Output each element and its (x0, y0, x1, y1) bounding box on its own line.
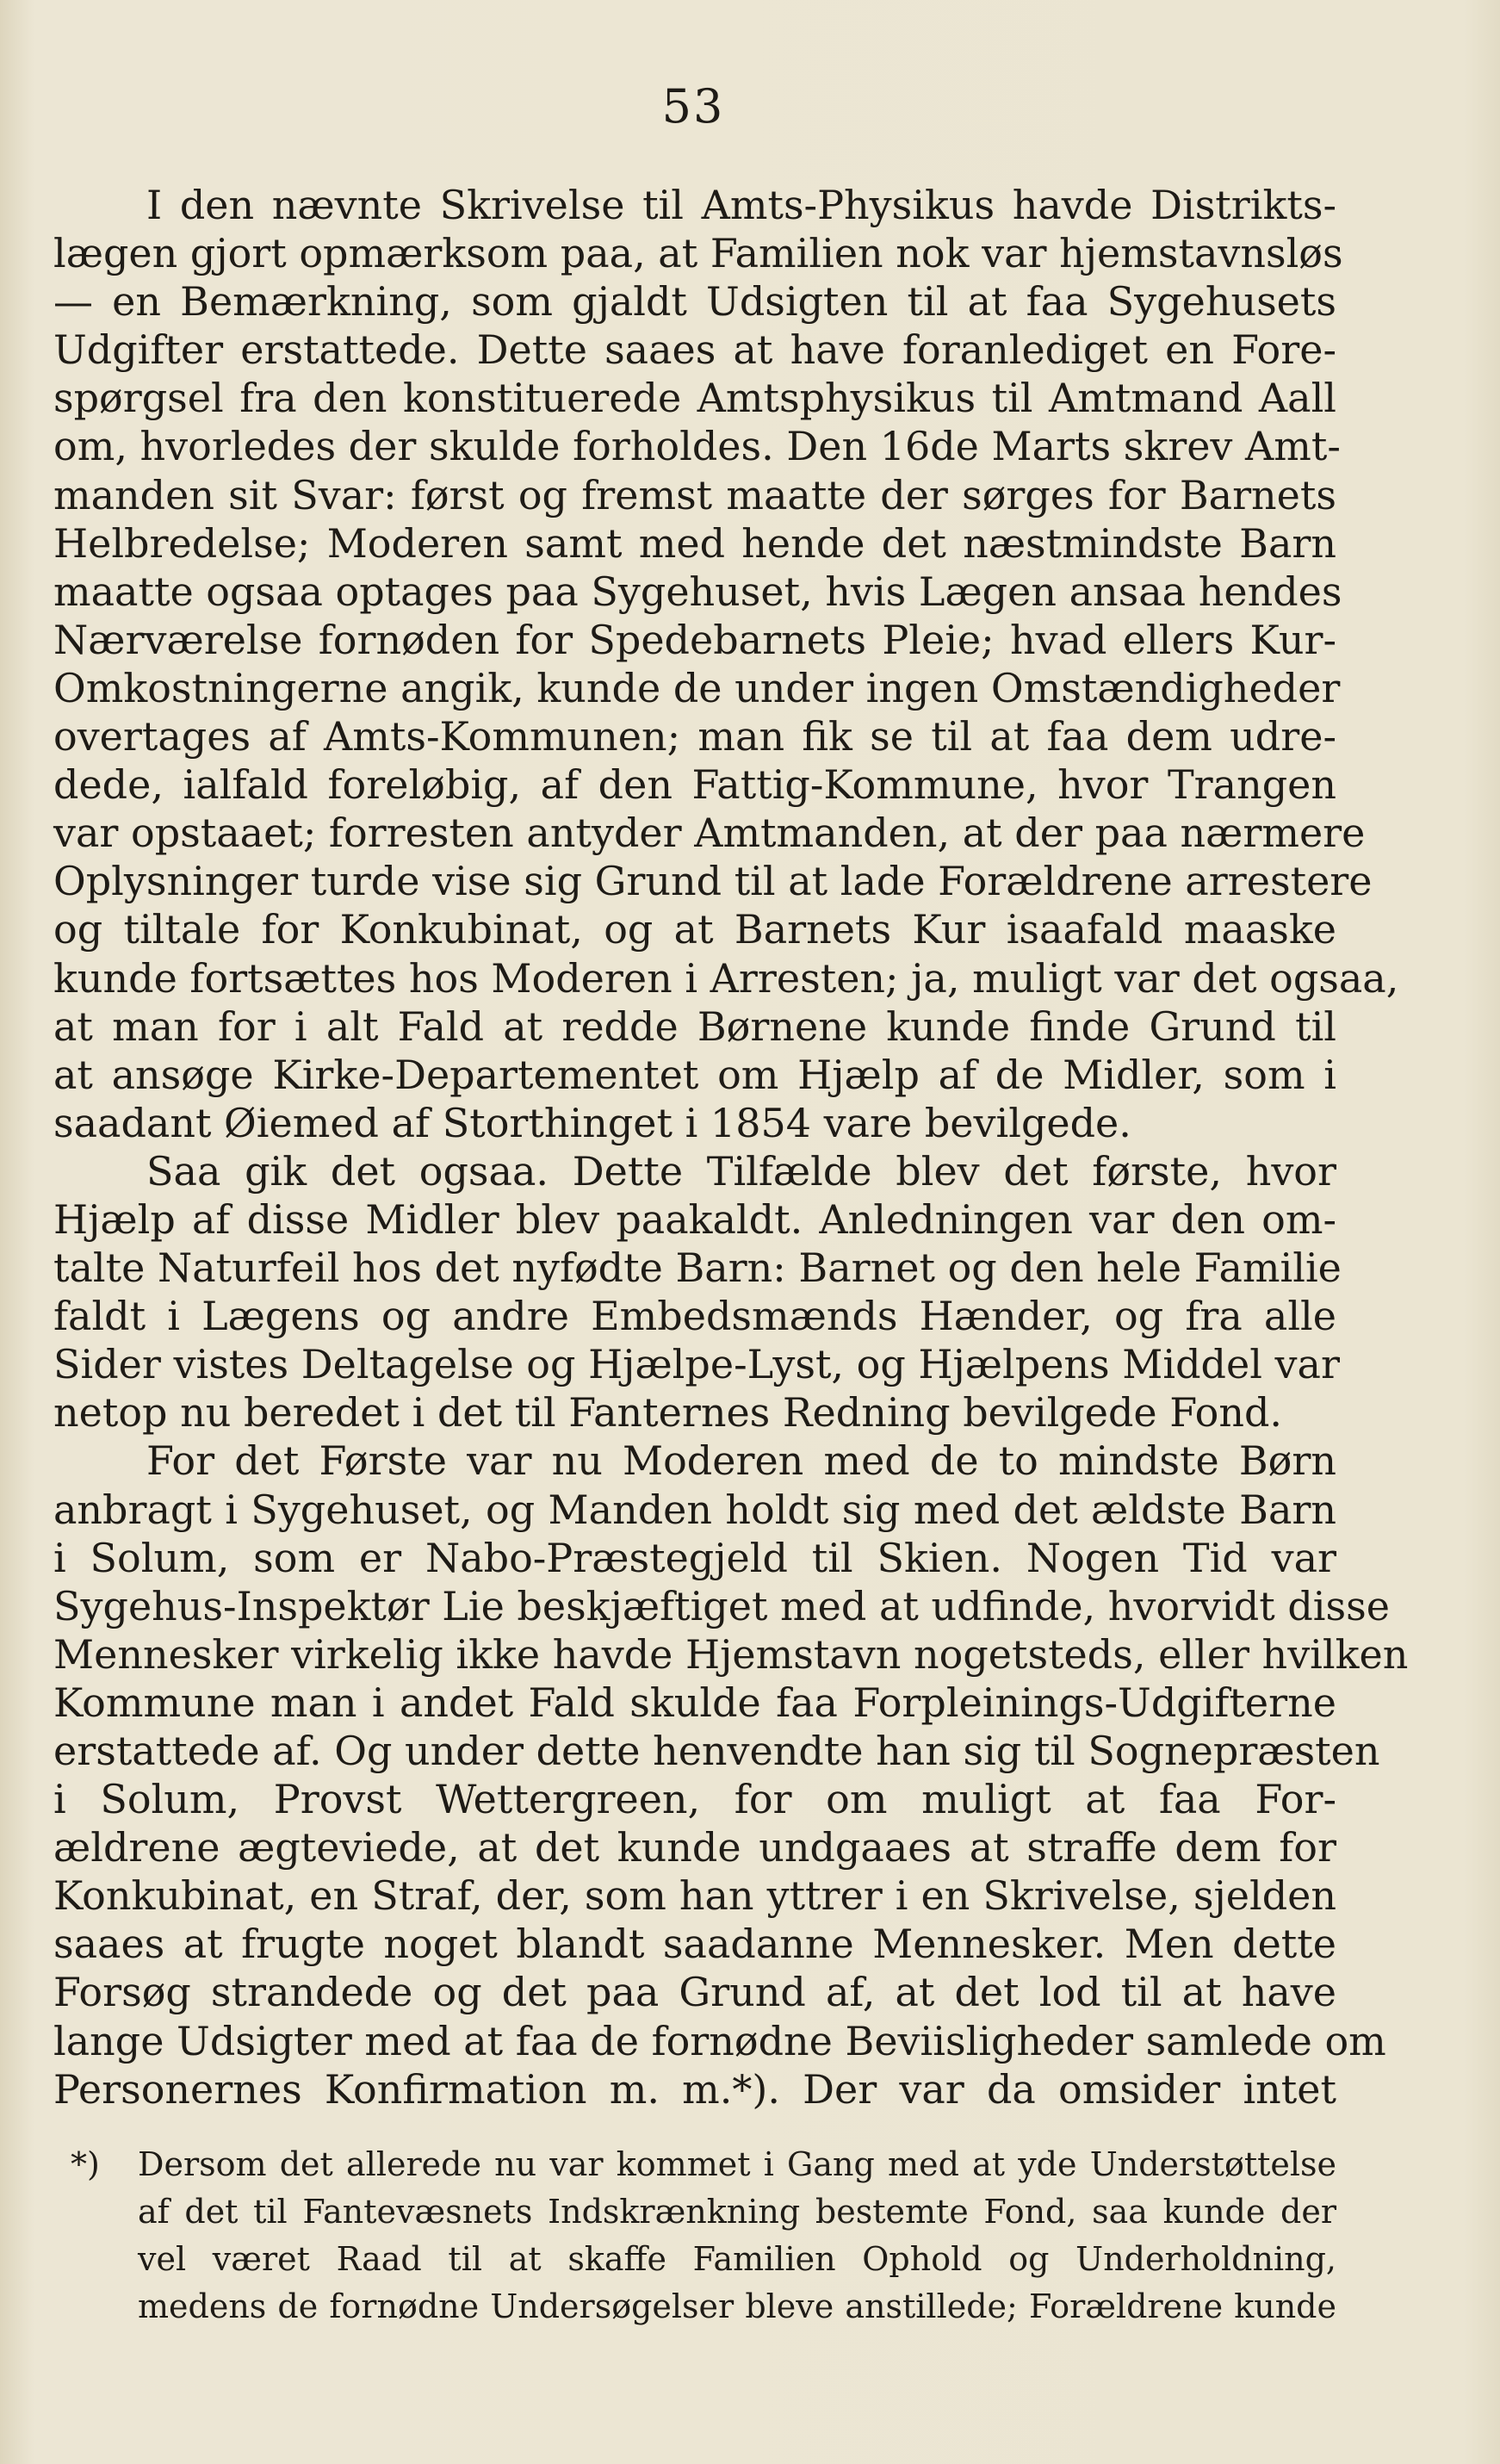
paragraph-1 (53, 181, 1399, 1147)
text-line: Omkostningerne angik, kunde de under ingen Omstændigheder (53, 664, 1341, 711)
text-line: saaes at frugte noget blandt saadanne Mennesker. Men dette (53, 1921, 1336, 1968)
text-line: om, hvorledes der skulde forholdes. Den 16de Marts skrev Amt- (53, 423, 1341, 470)
footnote-line: af det til Fantevæsnets Indskrænkning bestemte Fond, saa kunde der (138, 2193, 1336, 2231)
text-line: Sider vistes Deltagelse og Hjælpe-Lyst, og Hjælpens Middel var (53, 1341, 1340, 1388)
paragraph-3 (53, 1437, 1409, 2113)
text-line: Konkubinat, en Straf, der, som han yttrer i en Skrivelse, sjelden (53, 1872, 1336, 1920)
text-line: maatte ogsaa optages paa Sygehuset, hvis Lægen ansaa hendes (53, 568, 1342, 615)
body-text (53, 181, 1409, 2113)
text-line: erstattede af. Og under dette henvendte han sig til Sognepræsten (53, 1728, 1380, 1774)
page-number: 53 (661, 79, 725, 133)
text-line: Hjælp af disse Midler blev paakaldt. Anledningen var den om- (53, 1195, 1336, 1243)
text-line: Forsøg strandede og det paa Grund af, at det lod til at have (53, 1969, 1336, 2016)
text-line: overtages af Amts-Kommunen; man fik se til at faa dem udre- (53, 713, 1336, 760)
text-line: Kommune man i andet Fald skulde faa Forpleinings-Udgifterne (53, 1679, 1336, 1726)
text-line: Personernes Konfirmation m. m.*). Der var da omsider intet (53, 2065, 1336, 2113)
footnote-line: medens de fornødne Undersøgelser bleve anstillede; Forældrene kunde (138, 2287, 1336, 2325)
text-line: Udgifter erstattede. Dette saaes at have foranlediget en Fore- (53, 326, 1336, 374)
text-line: Saa gik det ogsaa. Dette Tilfælde blev det første, hvor (146, 1147, 1336, 1195)
footnote (53, 2141, 1336, 2331)
text-line: i Solum, som er Nabo-Præstegjeld til Skien. Nogen Tid var (53, 1534, 1336, 1581)
text-line: talte Naturfeil hos det nyfødte Barn: Barnet og den hele Familie (53, 1244, 1342, 1292)
footnote-line: vel været Raad til at skaffe Familien Ophold og Underholdning, (138, 2240, 1336, 2278)
text-line: lange Udsigter med at faa de fornødne Beviisligheder samlede om (53, 2017, 1386, 2064)
text-line: — en Bemærkning, som gjaldt Udsigten til at faa Sygehusets (53, 278, 1336, 326)
footnote-marker: *) (71, 2145, 100, 2183)
text-line: Helbredelse; Moderen samt med hende det næstmindste Barn (53, 519, 1336, 567)
text-line: Sygehus-Inspektør Lie beskjæftiget med at udfinde, hvorvidt disse (53, 1582, 1390, 1629)
text-line: For det Første var nu Moderen med de to mindste Børn (146, 1437, 1336, 1485)
text-line: dede, ialfald foreløbig, af den Fattig-Kommune, hvor Trangen (53, 761, 1336, 809)
text-line: og tiltale for Konkubinat, og at Barnets Kur isaafald maaske (53, 906, 1336, 953)
text-line: Mennesker virkelig ikke havde Hjemstavn nogetsteds, eller hvilken (53, 1630, 1409, 1678)
text-line: ældrene ægteviede, at det kunde undgaaes at straffe dem for (53, 1824, 1336, 1871)
text-line: I den nævnte Skrivelse til Amts-Physikus havde Distrikts- (146, 182, 1336, 228)
text-line: lægen gjort opmærksom paa, at Familien nok var hjemstavnsløs (53, 230, 1343, 277)
footnote-line (53, 2141, 1336, 2188)
text-line: saadant Øiemed af Storthinget i 1854 vare bevilgede. (53, 1099, 1131, 1146)
text-line: spørgsel fra den konstituerede Amtsphysikus til Amtmand Aall (53, 375, 1336, 422)
text-line: var opstaaet; forresten antyder Amtmanden, at der paa nærmere (53, 810, 1366, 857)
paragraph-2 (53, 1147, 1342, 1437)
text-line: manden sit Svar: først og fremst maatte der sørges for Barnets (53, 471, 1336, 518)
text-line: at man for i alt Fald at redde Børnene kunde finde Grund til (53, 1002, 1336, 1050)
footnote-text: Dersom det allerede nu var kommet i Gang med at yde Understøttelse (138, 2145, 1336, 2183)
text-line: i Solum, Provst Wettergreen, for om muligt at faa For- (53, 1776, 1336, 1823)
text-line: anbragt i Sygehuset, og Manden holdt sig med det ældste Barn (53, 1486, 1336, 1533)
text-line: at ansøge Kirke-Departementet om Hjælp af de Midler, som i (53, 1051, 1336, 1098)
text-line: faldt i Lægens og andre Embedsmænds Hænder, og fra alle (53, 1293, 1336, 1340)
text-line: Oplysninger turde vise sig Grund til at lade Forældrene arrestere (53, 858, 1373, 905)
text-line: Nærværelse fornøden for Spedebarnets Pleie; hvad ellers Kur- (53, 616, 1336, 663)
text-line: kunde fortsættes hos Moderen i Arresten; ja, muligt var det ogsaa, (53, 954, 1399, 1002)
text-line: netop nu beredet i det til Fanternes Redning bevilgede Fond. (53, 1389, 1283, 1437)
